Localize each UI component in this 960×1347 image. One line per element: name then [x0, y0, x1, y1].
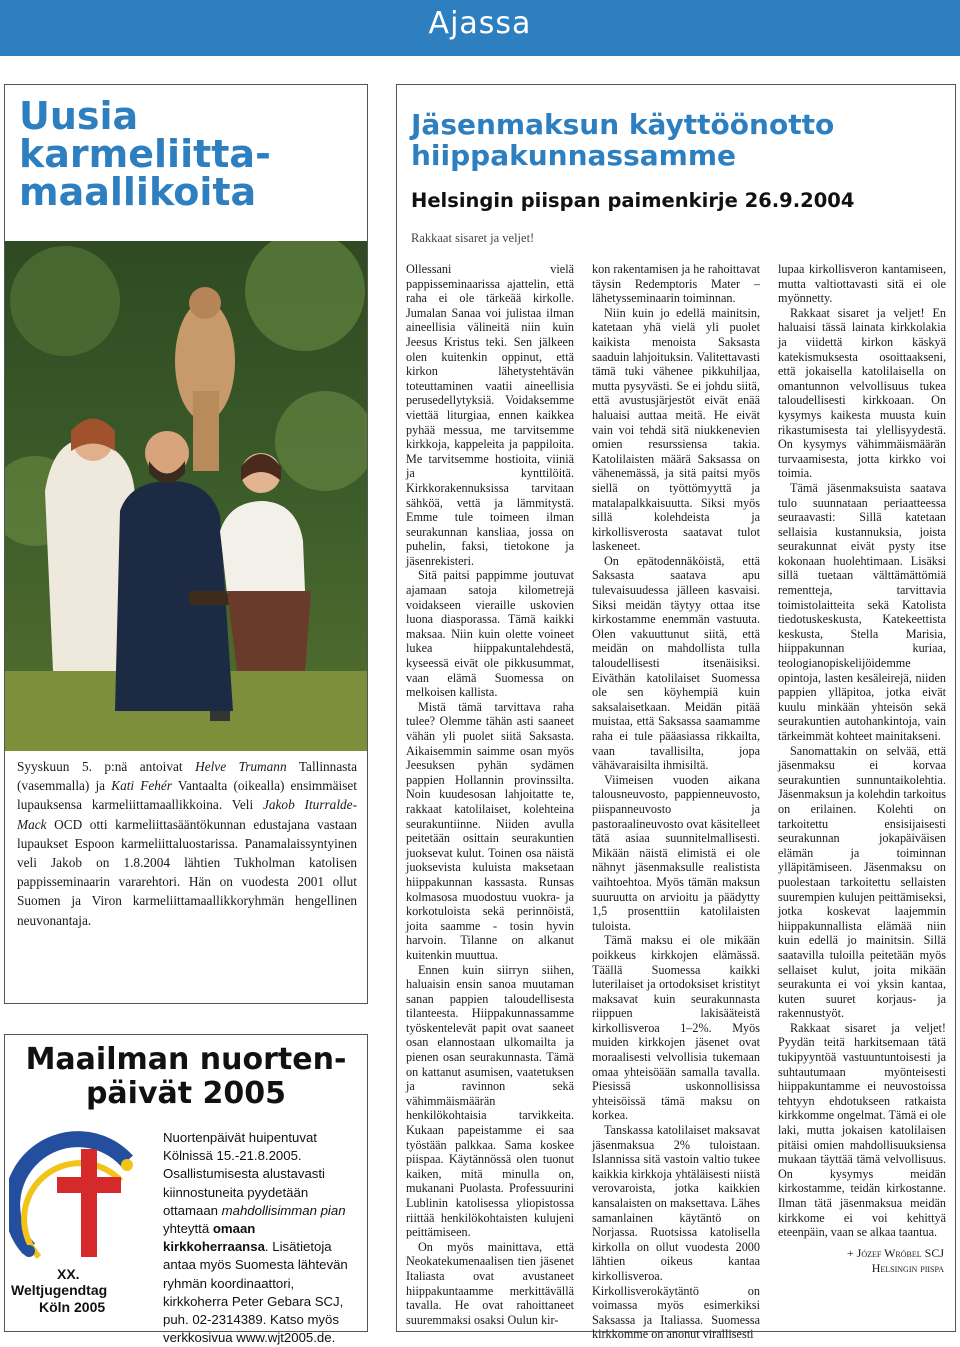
wyd-box: [4, 1034, 368, 1346]
main-title-line-2: hiippakunnassamme: [411, 139, 736, 172]
article-column-1: [406, 262, 574, 1327]
wyd-title: [5, 1043, 367, 1111]
col1-paragraph: On myös mainittava, että Neokatekumenaalisen tien jäsenet Italiasta ovat avustaneet hiippakuntaamme merkittävällä tavalla. He ovat rahoittaneet suuremmaksi osaksi Oulun kir-: [406, 1239, 574, 1327]
caption-text-4: OCD otti karmeliittasääntökunnan edustajana vastaan lupaukset Espoon karmeliittaluostarissa. Panamalaissyntyinen veli Jakob on 1.8.2004 lähtien Tukholman katolisen pappisseminaarin vararehtori. Hän on vuodesta 2001 ollut Suomen ja Viron karmeliittamaallikkoryhmän hengellinen neuvonantaja.: [17, 816, 357, 928]
col1-paragraph: Ollessani vielä pappisseminaarissa ajattelin, että raha ei ole tärkeää kirkolle. Jumalan Sanaa voi julistaa ilman aineellisia välineitä niin kuin Jeesus Kristus teki. Sen jälkeen olen kuitenkin oppinut, että kirkon lähetystehtävän toteuttaminen vaatii aineellisia perusedellytyksiä. Voidaksemme viettää liturgiaa, ennen kaikkea pyhää messua, me tarvitsemme kirkkoja, kappeleita ja pappiloita. Me tarvitsemme hostioita, viiniä ja kynttilöitä. Kirkkorakennuksissa tarvitaan sähköä, vettä ja lämmitystä. Emme tule toimeen ilman seurakunnan kansliaa, jossa on puhelin, faksi, tietokone ja jäsenrekisteri.: [406, 262, 574, 568]
logo-line-1: XX.: [57, 1266, 80, 1282]
left-article: [4, 84, 368, 1004]
wyd-text: [163, 1129, 361, 1347]
section-title: Ajassa: [428, 6, 532, 41]
caption-name-3: Jakob Iturralde-Mack: [17, 797, 357, 832]
col3-paragraph: lupaa kirkollisveron kantamiseen, mutta valtiottavasti sitä ei ole myönnetty.: [778, 262, 946, 306]
col2-paragraph: Niin kuin jo edellä mainitsin, katetaan yhä vielä yli puolet kaikista menoista Saksasta saaduin lahjoituksin. Valitettavasti tämä tuki vähenee pikkuhiljaa, mutta pysyvästi. Se ei johdu siitä, että avustusjärjestöt eivät enää haluaisi auttaa meitä. He eivät vain voi tehdä sitä niukkenevien omien resurssiensa takia. Katolilaisten määrä Saksassa on vähenemässä, ja sitä paitsi myös siellä on työttömyyttä ja matalapalkkaisuutta. Siksi myös sillä kolehdeista ja kirkollisverosta saatavat tulot laskeneet.: [592, 305, 760, 554]
left-title-line-3: maallikoita: [19, 170, 257, 214]
wyd-text-3: yhteyttä: [163, 1221, 213, 1237]
wjt-logo: [9, 1131, 159, 1321]
wyd-text-5: . Lisätietoja antaa myös Suomesta lähtevän ryhmän koordinaattori, kirkkoherra Peter Gebara SCJ, puh. 02-2314389. Katso myös verkkosivua www.wjt2005.de.: [163, 1239, 348, 1346]
col1-paragraph: Ennen kuin siirryn siihen, haluaisin ensin sanoa muutaman sanan pappien taloudellisesta tilanteesta. Hiippakunnassamme työskentelevät papit ovat saaneet osan elannostaan ulkomailta ja pienen osan seurakunnasta. Tämä on kattanut asumisen, vaatetuksen ja ravinnon sekä vähimmäismäärän henkilökohtaisia tarvikkeita. Kukaan papeistamme ei saa työstään palkkaa. Sama koskee piispaa. Käytännössä olen tuonut kaiken, mitä minulla on, mukanani Puolasta. Professuurini Lublinin katolisessa yliopistossa riittää henkilökohtaisten kulujeni peittämiseen.: [406, 962, 574, 1240]
col2-paragraph: kon rakentamisen ja he rahoittavat täysin Redemptoris Mater –lähetysseminaarin toiminnan.: [592, 262, 760, 306]
main-article-title: [411, 109, 834, 171]
caption-text-2: Tallinnasta (vasemmalla) ja: [17, 759, 357, 794]
logo-line-3: Köln 2005: [39, 1299, 106, 1315]
main-article-subtitle: Helsingin piispan paimenkirje 26.9.2004: [411, 189, 855, 212]
wyd-title-line-1: Maailman nuorten-: [25, 1042, 347, 1077]
col2-paragraph: Viimeisen vuoden aikana talousneuvosto, pappienneuvosto, piispanneuvosto ja pastoraalineuvosto ovat käsitelleet tätä asiaa suunnitelmallisesti. Mikään näistä elimistä ei ole nähnyt jäsenmaksulle realistista vaihtoehtoa. Myös tämän maksun suuruutta on arvioitu ja päädytty 1,5 prosenttiin katolilaisten tuloista.: [592, 772, 760, 933]
wyd-text-1: Nuortenpäivät huipentuvat Kölnissä 15.-21.8.2005. Osallistumisesta alustavasti kiinnostuneita pyydetään ottamaan: [163, 1130, 325, 1218]
col3-paragraph: Rakkaat sisaret ja veljet! En haluaisi tässä lainata kirkkolakia ja viidettä kirkon käskyä katekismuksesta osoittaakseni, että jokaisella katolilaisella on omantunnon velvollisuus tukea taloudellisesti kirkkoaan. On kysymys kaikesta muusta kuin rikastumisesta tai ylellisyydestä. On kysymys vähimmäismäärän turvaamisesta, jotta kirkko voi toimia.: [778, 305, 946, 481]
main-title-line-1: Jäsenmaksun käyttöönotto: [411, 108, 835, 141]
left-article-title: [19, 94, 271, 214]
col3-paragraph: Rakkaat sisaret ja veljet! Pyydän teitä harkitsemaan tätä tukipyyntöä vastuuntuntoisesti ja suhtautumaan myönteisesti hiippakuntamme ei neuvostoissa tehtyyn ehdotukseen ratkaista kirkkomme ongelmat. Tämä ei ole laki, mutta jokaisen katolilaisen pitäisi omien mahdollisuuksiensa mukaan täyttää tämä velvollisuus. On kysymys meidän kirkostamme, teidän kirkostanne. Ilman tätä jäsenmaksua meidän kirkkome ei voi kehittyä eteenpäin, vaan se alkaa taantua.: [778, 1020, 946, 1240]
signature: [780, 1246, 944, 1276]
col1-paragraph: Mistä tämä tarvittava raha tulee? Olemme tähän asti saaneet vähän yli puolet siitä Saksasta. Aikaisemmin saimme osan myös Jeesuksen pyhän sydämen pappien Hollannin provinssilta. Noin kuudesosan lahjoitatte te, rakkaat katolilaiset, kolehteina seurakuntiinne. Niiden avulla peitetään osittain seurakuntien juoksevat kulut. Toinen osa näistä juoksevista kuluista maksetaan hiippakunnan kassasta. Runsas kolmasosa muodostuu vuokra- ja korkotuloista sekä perinnöistä, joita saamme - tosin hyvin harvoin. Tilanne on alkanut kuitenkin muuttua.: [406, 699, 574, 962]
salutation: Rakkaat sisaret ja veljet!: [411, 231, 535, 245]
col3-paragraph: Tämä jäsenmaksuista saatava tulo suunnataan periaatteessa seuraavasti: Sillä katetaan sellaisia kustannuksia, joista seurakunnat eivät pysty itse kokonaan huolehtimaan. Lisäksi sillä tuetaan välttämättömiä rementteja, tarvittavia toimistolaitteita sekä Katolista tiedotuskeskusta, Katekeettista keskusta, Stella Marisia, hiippakunnan kuriaa, teologianopiskelijöidemme opintoja, lasten kesäleirejä, niiden pappien ylläpitoa, jotka eivät kuulu minkään yhteisön sekä seurakuntien autohankintoja, vain tärkeimmät kohteet mainitakseni.: [778, 480, 946, 743]
section-banner: [0, 0, 960, 56]
left-title-line-2: karmeliitta-: [19, 132, 271, 176]
col1-paragraph: Sitä paitsi pappimme joutuvat ajamaan satoja kilometrejä voidakseen vieraille uskovien luona diasporassa. Tämä kaikki maksaa. Niin kuin olette voineet lukea hiippakuntalehdestä, kyseessä eivät ole pikkusummat, vaan elämä Suomessa on melkoisen kallista.: [406, 568, 574, 700]
photo-caption: [17, 757, 357, 930]
col3-paragraph: Sanomattakin on selvää, että jäsenmaksu ei korvaa seurakuntien sunnuntaikolehtia. Jäsenmaksun ja kolehdin tarkoitus on erilainen. Kolehti on tarkoitettu ensisijaisesti seurakunnan jokapäiväisen elämän ja toiminnan ylläpitämiseen. Jäsenmaksu on puolestaan tarkoitettu sellaisten suurempien kulujen peittämiseksi, jotka koskevat laajemmin hiippakunnallista elämää niin kuin edellä jo mainitsin. Sillä saatavilla tuloilla peitetään myös sellaiset kulut, joita mikään seurakunta ei voi yksin kantaa, kuten suuret korjaus- ja rakennustyöt.: [778, 743, 946, 1021]
main-article-header: [396, 84, 956, 252]
left-title-line-1: Uusia: [19, 94, 139, 138]
col2-paragraph: On epätodennäköistä, että Saksasta saatava apu tulevaisuudessa jälleen kasvaisi. Siksi meidän täytyy ottaa itse kirkostamme enemmän vastuuta. Olen vakuuttunut siitä, että meidän on mahdollista tulla taloudellisesti itsenäisiksi. Eiväthän katolilaiset Suomessa ole sen köyhempiä kuin saksalaisetkaan. Meidän pitää muistaa, että Saksassa saamamme raha ei tule pääasiassa rikkailta, vaan tavallisilta, jopa vähävaraisilta ihmisiltä.: [592, 553, 760, 773]
caption-text-3: Vantaalta (oikealla) ensimmäiset lupauksensa karmeliittamaallikkoina. Veli: [17, 778, 357, 813]
group-photo-image: [5, 241, 367, 751]
col2-paragraph: Tämä maksu ei ole mikään poikkeus kirkkojen elämässä. Täällä Suomessa kaikki luterilaiset ja ortodoksiset kristityt maksavat kuin seurakunnasta riippuen lakisääteistä kirkollisveroa 1–2%. Myös muiden kirkkojen jäsenet ovat moraalisesti velvollisia tukemaan omaa yhteisöään samalla tavalla. Piesissä uskonnollisissa yhteisöissä tämä maksu on korkea.: [592, 933, 760, 1123]
caption-name-1: Helve Trumann: [195, 759, 287, 774]
caption-text-1: Syyskuun 5. p:nä antoivat: [17, 759, 196, 774]
wyd-text-2: mahdollisimman pian: [221, 1202, 346, 1218]
caption-name-2: Kati Fehér: [111, 778, 172, 794]
col2-paragraph: Tanskassa katolilaiset maksavat jäsenmaksua 2% tuloistaan. Islannissa sitä vastoin valtio tukee kaikkia kirkkoja yhtäläisesti niistä verovaroista, jotka kaikkien kansalaisten on maksettava. Lähes samanlainen käytäntö on Norjassa. Ruotsissa katolisella kirkolla on ollut vuodesta 2000 lähtien oikeus kantaa kirkollisveroa. Kirkollisverokäytäntö on voimassa myös esimerkiksi Saksassa ja Italiassa. Suomessa kirkkomme on anonut virallisesti: [592, 1123, 760, 1342]
wjt-logo-icon: [9, 1131, 159, 1321]
group-photo: [5, 241, 367, 751]
wyd-title-line-2: päivät 2005: [85, 1076, 287, 1111]
wyd-text-4: omaan kirkkoherraansa: [163, 1221, 265, 1255]
article-column-2: [592, 262, 760, 1342]
signature-name: + Józef Wróbel SCJ: [846, 1246, 944, 1260]
article-column-3: [778, 262, 946, 1240]
logo-line-2: Weltjugendtag: [11, 1282, 108, 1298]
signature-title: Helsingin piispa: [871, 1261, 944, 1275]
